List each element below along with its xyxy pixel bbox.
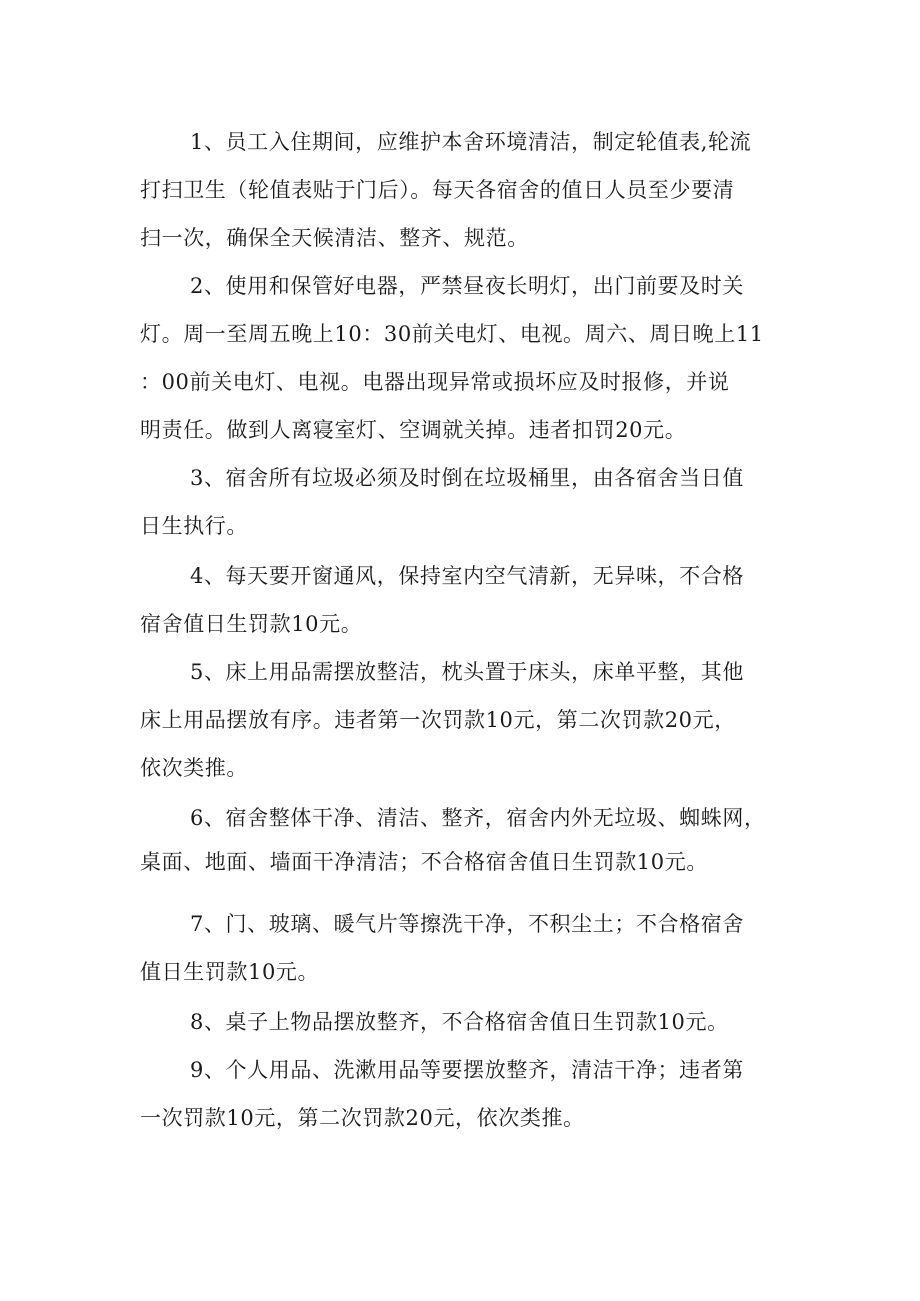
rule-8-line-1: 8、桌子上物品摆放整齐，不合格宿舍值日生罚款10元。 [190,1010,729,1034]
rule-2-line-3: ：00前关电灯、电视。电器出现异常或损坏应及时报修，并说 [140,370,730,394]
rule-1-line-2: 打扫卫生（轮值表贴于门后）。每天各宿舍的值日人员至少要清 [140,178,735,202]
rule-9-line-2: 一次罚款10元，第二次罚款20元，依次类推。 [140,1106,585,1130]
rule-2-line-1: 2、使用和保管好电器，严禁昼夜长明灯，出门前要及时关 [190,274,744,298]
rule-5-line-2: 床上用品摆放有序。违者第一次罚款10元，第二次罚款20元， [140,708,736,732]
rule-6-line-1: 6、宿舍整体干净、清洁、整齐，宿舍内外无垃圾、蜘蛛网， [190,806,766,830]
rule-2-line-4: 明责任。做到人离寝室灯、空调就关掉。违者扣罚20元。 [140,418,687,442]
rule-3-line-1: 3、宿舍所有垃圾必须及时倒在垃圾桶里，由各宿舍当日值 [190,466,744,490]
rule-5-line-3: 依次类推。 [140,756,248,780]
rule-9-line-1: 9、个人用品、洗漱用品等要摆放整齐，清洁干净；违者第 [190,1058,744,1082]
rule-4-line-1: 4、每天要开窗通风，保持室内空气清新，无异味，不合格 [190,564,744,588]
rule-3-line-2: 日生执行。 [140,514,248,538]
rule-7-line-2: 值日生罚款10元。 [140,960,320,984]
rule-5-line-1: 5、床上用品需摆放整洁，枕头置于床头，床单平整，其他 [190,660,744,684]
rule-1-line-3: 扫一次，确保全天候清洁、整齐、规范。 [140,226,529,250]
rule-4-line-2: 宿舍值日生罚款10元。 [140,612,363,636]
rule-2-line-2: 灯。周一至周五晚上10：30前关电灯、电视。周六、周日晚上11 [140,322,764,346]
rule-7-line-1: 7、门、玻璃、暖气片等擦洗干净，不积尘土；不合格宿舍 [190,912,744,936]
rule-1-line-1: 1、员工入住期间，应维护本舍环境清洁，制定轮值表,轮流 [190,130,752,154]
rule-6-line-2: 桌面、地面、墙面干净清洁；不合格宿舍值日生罚款10元。 [140,850,708,874]
